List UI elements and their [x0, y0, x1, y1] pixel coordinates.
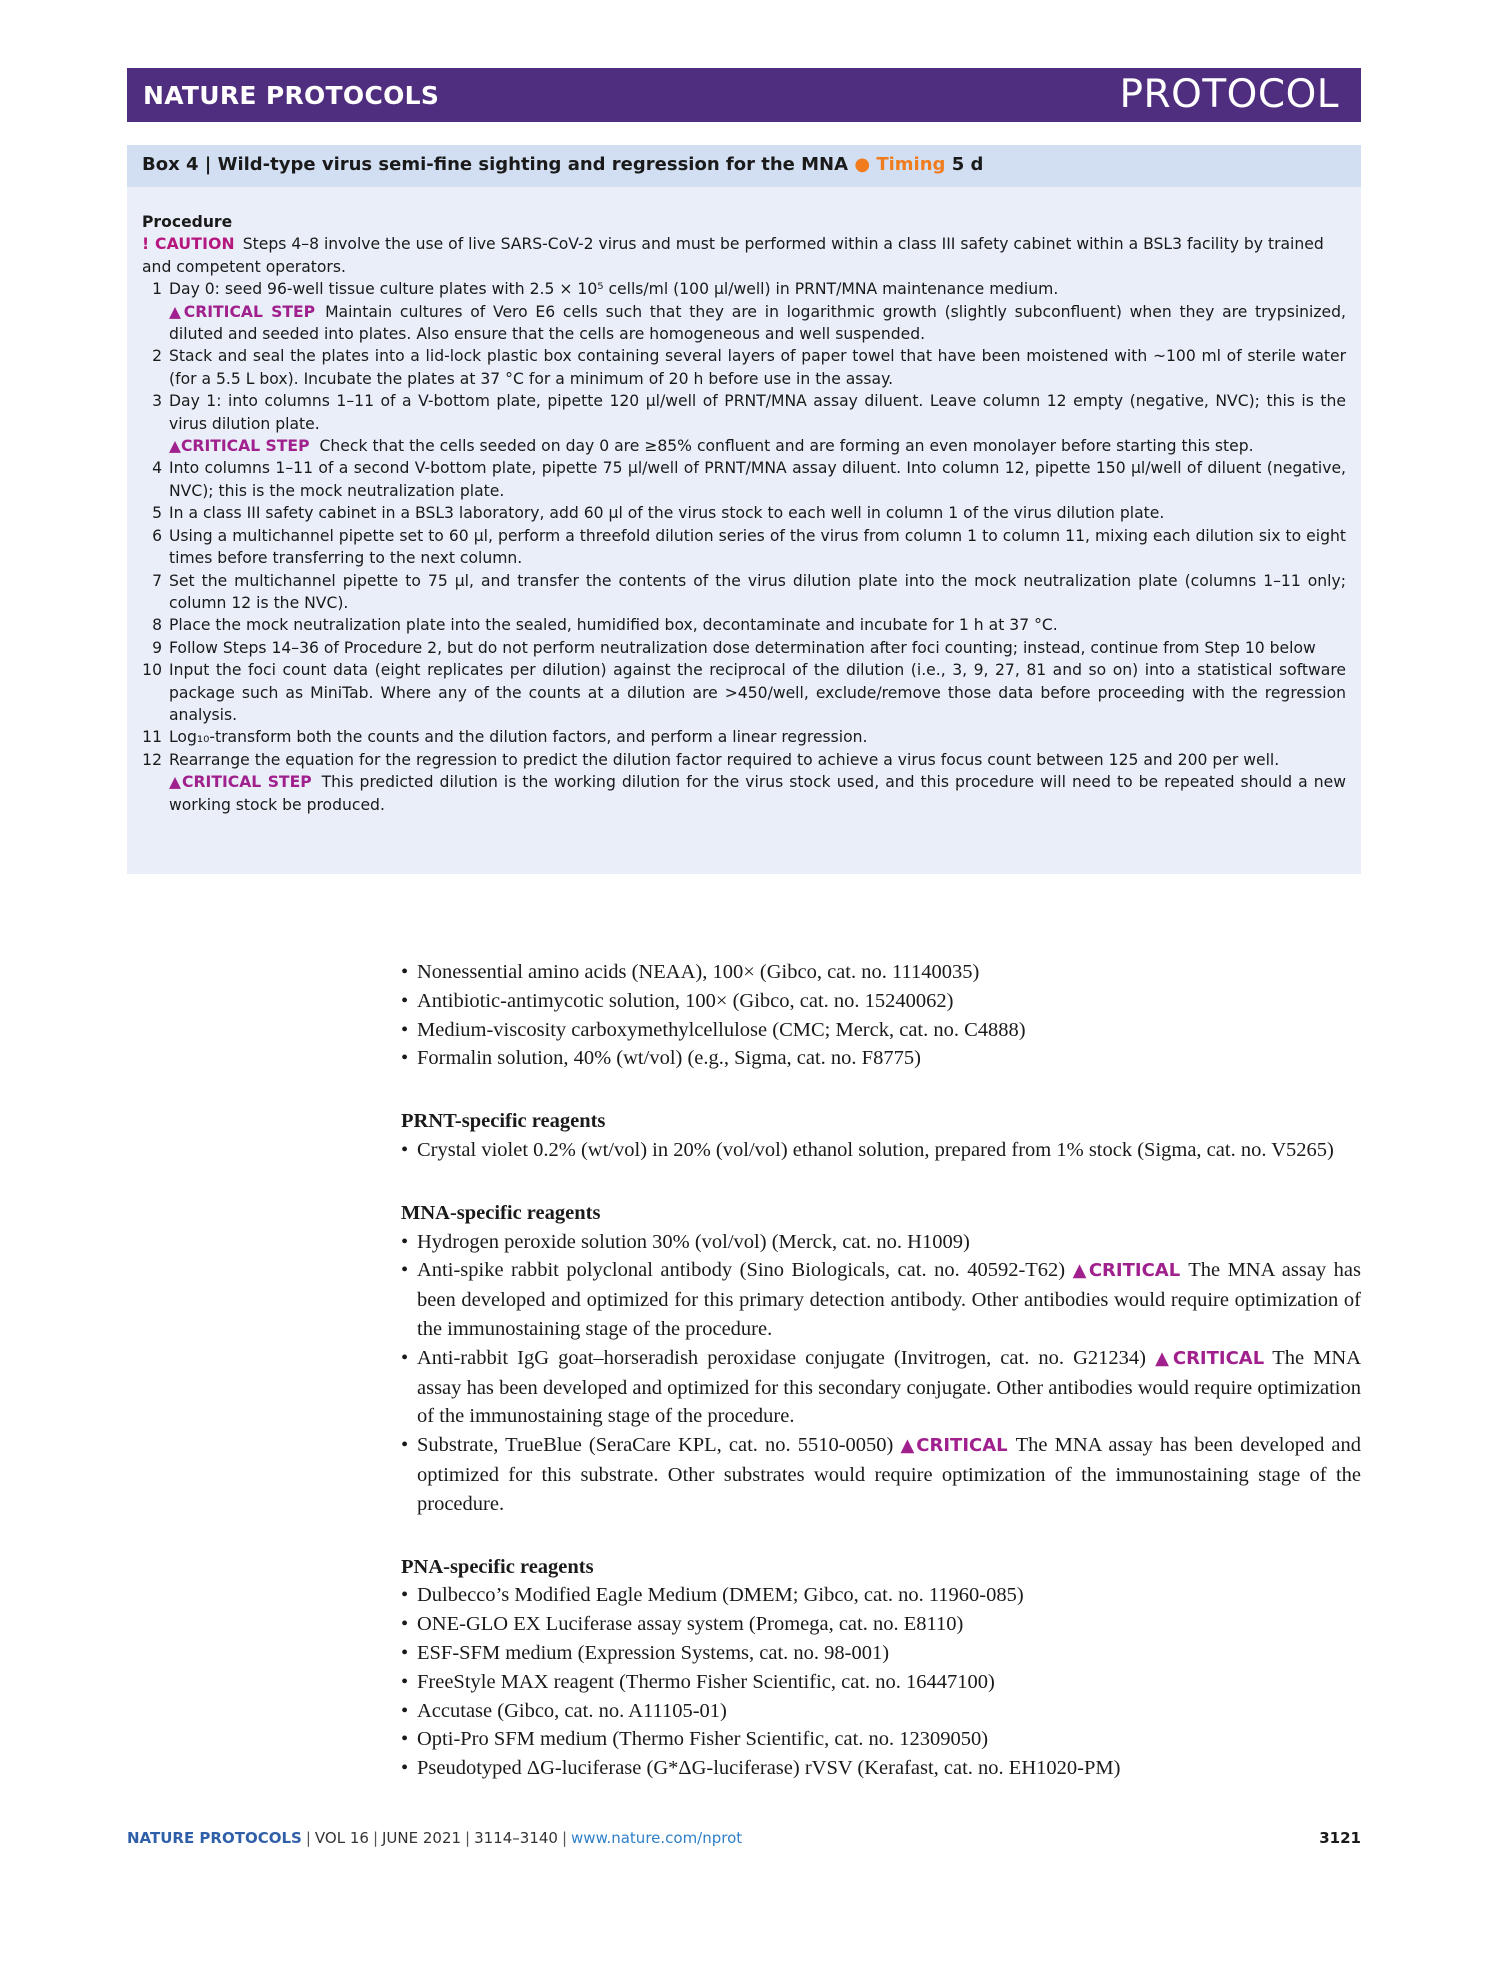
footer-journal: NATURE PROTOCOLS	[127, 1829, 302, 1847]
bullet: •	[401, 1699, 409, 1722]
step-number: 11	[142, 728, 162, 747]
footer-date: JUNE 2021	[382, 1829, 462, 1847]
step-text: Day 1: into columns 1–11 of a V-bottom plate, pipette 120 µl/well of PRNT/MNA assay diluent. Leave column 12 empty (negative, NVC); this is the virus dilution plate.	[169, 392, 1346, 433]
box-body	[142, 211, 1346, 816]
reagent-item	[401, 1431, 1361, 1518]
step-number: 6	[152, 526, 162, 545]
reagent-item	[401, 1725, 1361, 1754]
step-number: 12	[142, 750, 162, 769]
procedure-step	[142, 726, 1346, 748]
procedure-step	[142, 390, 1346, 435]
bullet: •	[401, 1346, 409, 1369]
step-text: Stack and seal the plates into a lid-lock plastic box containing several layers of paper towel that have been moistened with ~100 ml of sterile water (for a 5.5 L box). Incubate the plates at 37 °C for a minimum of 20 h before use in the assay.	[169, 347, 1346, 388]
procedure-step	[142, 457, 1346, 502]
critical-step-label: ▲CRITICAL STEP	[169, 302, 316, 321]
step-text: Rearrange the equation for the regression to predict the dilution factor required to achieve a virus focus count between 125 and 200 per well.	[169, 750, 1280, 769]
critical-step-text: Maintain cultures of Vero E6 cells such that they are in logarithmic growth (slightly subconfluent) when they are trypsinized, diluted and seeded into plates. Also ensure that the cells are homogeneous and well suspended.	[169, 302, 1346, 344]
critical-step-note	[142, 301, 1346, 346]
critical-step-note	[142, 435, 1346, 457]
step-number: 10	[142, 661, 162, 680]
bullet: •	[401, 1641, 409, 1664]
reagent-item	[401, 1136, 1361, 1165]
reagent-text: ONE-GLO EX Luciferase assay system (Promega, cat. no. E8110)	[417, 1613, 964, 1636]
bullet: •	[401, 1670, 409, 1693]
step-text: Follow Steps 14–36 of Procedure 2, but do not perform neutralization dose determination after foci counting; instead, continue from Step 10 below	[169, 638, 1316, 657]
reagent-text: Hydrogen peroxide solution 30% (vol/vol) (Merck, cat. no. H1009)	[417, 1230, 970, 1253]
reagent-item	[401, 1256, 1361, 1343]
bullet: •	[401, 961, 409, 983]
procedure-step	[142, 659, 1346, 726]
reagent-list-prnt	[401, 1136, 1361, 1165]
step-number: 9	[152, 638, 162, 657]
procedure-step	[142, 637, 1346, 659]
critical-step-label: ▲CRITICAL STEP	[169, 773, 312, 792]
critical-step-label: ▲CRITICAL STEP	[169, 437, 310, 456]
reagent-text: FreeStyle MAX reagent (Thermo Fisher Scientific, cat. no. 16447100)	[417, 1670, 995, 1693]
procedure-step	[142, 570, 1346, 615]
reagent-list-pna	[401, 1581, 1361, 1783]
procedure-step	[142, 345, 1346, 390]
box-title-label: Box 4 | Wild-type virus semi-fine sighting and regression for the MNA	[142, 154, 849, 175]
step-text: Input the foci count data (eight replicates per dilution) against the reciprocal of the dilution (i.e., 3, 9, 27, 81 and so on) into a statistical software package such as MiniTab. Where any of the counts at a dilution are >450/well, exclude/remove those data before proceeding with the regression analysis.	[169, 661, 1346, 724]
reagent-item	[401, 1610, 1361, 1639]
reagent-item	[401, 1044, 1361, 1073]
box-title	[142, 154, 983, 175]
footer-sep: |	[561, 1829, 568, 1847]
pna-heading: PNA-specific reagents	[401, 1555, 594, 1578]
footer-sep: |	[372, 1829, 378, 1847]
step-text: Day 0: seed 96-well tissue culture plates with 2.5 × 10⁵ cells/ml (100 µl/well) in PRNT/MNA maintenance medium.	[169, 280, 1059, 299]
reagent-item	[401, 1754, 1361, 1783]
bullet: •	[401, 1047, 409, 1070]
reagent-list-general	[401, 958, 1361, 1073]
article-type: PROTOCOL	[1119, 72, 1339, 117]
step-number: 8	[152, 616, 162, 635]
bullet: •	[401, 1138, 409, 1161]
procedure-step	[142, 525, 1346, 570]
timing-label: Timing	[876, 154, 946, 175]
caution-note	[142, 233, 1346, 278]
critical-note: The MNA assay has been developed and optimized for this substrate. Other substrates would require optimization of the immunostaining stage of the procedure.	[417, 1434, 1362, 1515]
reagent-text: Crystal violet 0.2% (wt/vol) in 20% (vol/vol) ethanol solution, prepared from 1% stock (Sigma, cat. no. V5265)	[417, 1138, 1334, 1161]
reagent-list-mna	[401, 1228, 1361, 1519]
bullet: •	[401, 1728, 409, 1751]
step-text: Using a multichannel pipette set to 60 µl, perform a threefold dilution series of the virus from column 1 to column 11, mixing each dilution six to eight times before transferring to the next column.	[169, 526, 1346, 568]
step-text: In a class III safety cabinet in a BSL3 laboratory, add 60 µl of the virus stock to each well in column 1 of the virus dilution plate.	[169, 504, 1165, 523]
box-title-bar	[127, 145, 1361, 187]
step-number: 3	[152, 392, 162, 411]
bullet: •	[401, 1613, 409, 1636]
bullet: •	[401, 1584, 409, 1607]
critical-step-note	[142, 771, 1346, 816]
box-4	[127, 145, 1361, 874]
step-text: Place the mock neutralization plate into the sealed, humidified box, decontaminate and incubate for 1 h at 37 °C.	[169, 616, 1058, 635]
procedure-step	[142, 614, 1346, 636]
step-number: 7	[152, 571, 162, 590]
reagent-text: ESF-SFM medium (Expression Systems, cat. no. 98-001)	[417, 1641, 890, 1664]
mna-heading: MNA-specific reagents	[401, 1201, 601, 1224]
critical-step-text: This predicted dilution is the working dilution for the virus stock used, and this procedure will need to be repeated should a new working stock be produced.	[169, 773, 1346, 814]
bullet: •	[401, 1434, 409, 1457]
bullet: •	[401, 1259, 409, 1282]
procedure-step	[142, 502, 1346, 524]
prnt-heading: PRNT-specific reagents	[401, 1110, 606, 1133]
bullet: •	[401, 1230, 409, 1253]
critical-label: ▲CRITICAL	[1155, 1347, 1265, 1369]
procedure-heading: Procedure	[142, 213, 233, 231]
reagent-text: Nonessential amino acids (NEAA), 100× (Gibco, cat. no. 11140035)	[417, 961, 980, 983]
reagent-text: Formalin solution, 40% (wt/vol) (e.g., Sigma, cat. no. F8775)	[417, 1047, 921, 1070]
step-number: 5	[152, 504, 162, 523]
step-number: 1	[152, 280, 162, 299]
reagent-item	[401, 1344, 1361, 1431]
step-number: 4	[152, 459, 162, 478]
reagent-text: Accutase (Gibco, cat. no. A11105-01)	[417, 1699, 727, 1722]
journal-name: NATURE PROTOCOLS	[143, 81, 440, 110]
step-text: Set the multichannel pipette to 75 µl, and transfer the contents of the virus dilution plate into the mock neutralization plate (columns 1–11 only; column 12 is the NVC).	[169, 571, 1346, 612]
reagent-item	[401, 1639, 1361, 1668]
critical-label: ▲CRITICAL	[900, 1435, 1008, 1457]
bullet: •	[401, 1018, 409, 1041]
page-number: 3121	[1319, 1829, 1361, 1847]
reagent-text: Pseudotyped ΔG-luciferase (G*ΔG-luciferase) rVSV (Kerafast, cat. no. EH1020-PM)	[417, 1757, 1121, 1780]
reagent-item	[401, 1668, 1361, 1697]
reagent-item	[401, 1581, 1361, 1610]
caution-text: Steps 4–8 involve the use of live SARS-CoV-2 virus and must be performed within a class III safety cabinet within a BSL3 facility by trained and competent operators.	[142, 235, 1324, 276]
step-number: 2	[152, 347, 162, 366]
reagent-item	[401, 958, 1361, 987]
footer-sep: |	[305, 1829, 311, 1847]
reagent-text: Opti-Pro SFM medium (Thermo Fisher Scientific, cat. no. 12309050)	[417, 1728, 989, 1751]
reagent-item	[401, 1697, 1361, 1726]
timing-value: 5 d	[951, 154, 984, 175]
critical-label: ▲CRITICAL	[1072, 1260, 1181, 1282]
reagent-text: Antibiotic-antimycotic solution, 100× (Gibco, cat. no. 15240062)	[417, 989, 954, 1012]
footer-sep: |	[465, 1829, 471, 1847]
footer-pages: 3114–3140	[474, 1829, 558, 1847]
main-text-column	[401, 958, 1361, 1783]
step-text: Log₁₀-transform both the counts and the dilution factors, and perform a linear regression.	[169, 728, 868, 747]
reagent-item	[401, 1228, 1361, 1257]
bullet: •	[401, 1757, 409, 1780]
procedure-step	[142, 278, 1346, 300]
page-footer	[127, 1829, 1361, 1847]
critical-note: The MNA assay has been developed and optimized for this primary detection antibody. Other antibodies would require optimization of the immunostaining stage of the procedure.	[417, 1259, 1362, 1340]
journal-header-bar	[127, 68, 1361, 122]
bullet: •	[401, 989, 409, 1012]
reagent-text: Substrate, TrueBlue (SeraCare KPL, cat. no. 5510-0050)	[417, 1434, 894, 1457]
caution-label: ! CAUTION	[142, 235, 235, 254]
reagent-text: Anti-rabbit IgG goat–horseradish peroxidase conjugate (Invitrogen, cat. no. G21234)	[417, 1346, 1146, 1369]
reagent-text: Anti-spike rabbit polyclonal antibody (Sino Biologicals, cat. no. 40592-T62)	[417, 1259, 1066, 1282]
reagent-text: Dulbecco’s Modified Eagle Medium (DMEM; Gibco, cat. no. 11960-085)	[417, 1584, 1024, 1607]
timing-dot-icon: ●	[854, 154, 871, 175]
footer-volume: VOL 16	[314, 1829, 369, 1847]
step-text: Into columns 1–11 of a second V-bottom plate, pipette 75 µl/well of PRNT/MNA assay diluent. Into column 12, pipette 150 µl/well of diluent (negative, NVC); this is the mock neutralization plate.	[169, 459, 1346, 500]
footer-url-link[interactable]: www.nature.com/nprot	[571, 1829, 743, 1847]
critical-note: The MNA assay has been developed and optimized for this secondary conjugate. Other antibodies would require optimization of the immunostaining stage of the procedure.	[417, 1346, 1362, 1428]
procedure-step	[142, 749, 1346, 771]
reagent-item	[401, 1016, 1361, 1045]
reagent-text: Medium-viscosity carboxymethylcellulose (CMC; Merck, cat. no. C4888)	[417, 1018, 1026, 1041]
reagent-item	[401, 987, 1361, 1016]
critical-step-text: Check that the cells seeded on day 0 are ≥85% confluent and are forming an even monolayer before starting this step.	[319, 437, 1254, 456]
procedure-steps	[142, 278, 1346, 816]
